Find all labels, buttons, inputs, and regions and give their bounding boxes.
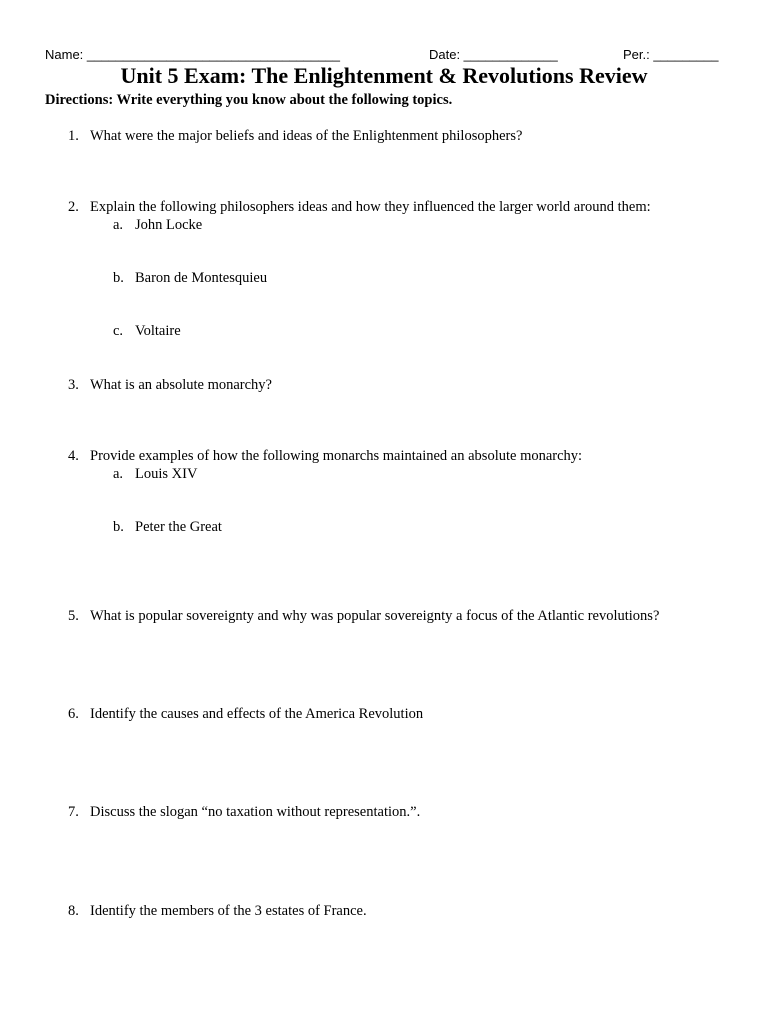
question-number: 5. <box>68 608 79 624</box>
subitem-letter: c. <box>113 323 124 339</box>
question-number: 2. <box>68 199 79 215</box>
question-2 <box>68 199 651 216</box>
subitem-text: Peter the Great <box>135 519 222 535</box>
question-text: What were the major beliefs and ideas of the Enlightenment philosophers? <box>90 128 523 144</box>
directions-text: Directions: Write everything you know about the following topics. <box>45 92 453 108</box>
question-text: Discuss the slogan “no taxation without representation.”. <box>90 804 421 820</box>
question-2-subitem-b <box>113 270 267 287</box>
question-text: Provide examples of how the following monarchs maintained an absolute monarchy: <box>90 448 583 464</box>
question-4-subitem-a <box>113 466 197 483</box>
question-5 <box>68 608 659 625</box>
question-number: 7. <box>68 804 79 820</box>
question-text: What is an absolute monarchy? <box>90 377 272 393</box>
question-number: 1. <box>68 128 79 144</box>
subitem-text: Baron de Montesquieu <box>135 270 268 286</box>
question-7 <box>68 804 420 821</box>
subitem-text: Louis XIV <box>135 466 198 482</box>
question-text: Explain the following philosophers ideas and how they influenced the larger world around them: <box>90 199 651 215</box>
question-text: What is popular sovereignty and why was popular sovereignty a focus of the Atlantic revolutions? <box>90 608 660 624</box>
question-2-subitem-c <box>113 323 181 340</box>
question-4 <box>68 448 582 465</box>
question-number: 8. <box>68 903 79 919</box>
question-3 <box>68 377 272 394</box>
subitem-text: Voltaire <box>135 323 181 339</box>
name-field: Name: ___________________________________ <box>45 47 340 62</box>
question-number: 6. <box>68 706 79 722</box>
subitem-letter: b. <box>113 270 124 286</box>
date-field: Date: _____________ <box>429 47 558 62</box>
question-text: Identify the members of the 3 estates of France. <box>90 903 367 919</box>
subitem-letter: b. <box>113 519 124 535</box>
question-6 <box>68 706 423 723</box>
period-field: Per.: _________ <box>623 47 719 62</box>
question-number: 4. <box>68 448 79 464</box>
question-4-subitem-b <box>113 519 222 536</box>
question-1 <box>68 128 522 145</box>
question-8 <box>68 903 367 920</box>
question-text: Identify the causes and effects of the America Revolution <box>90 706 424 722</box>
subitem-letter: a. <box>113 466 124 482</box>
page-title: Unit 5 Exam: The Enlightenment & Revolutions Review <box>120 63 648 88</box>
question-number: 3. <box>68 377 79 393</box>
subitem-text: John Locke <box>135 217 203 233</box>
subitem-letter: a. <box>113 217 124 233</box>
question-2-subitem-a <box>113 217 202 234</box>
